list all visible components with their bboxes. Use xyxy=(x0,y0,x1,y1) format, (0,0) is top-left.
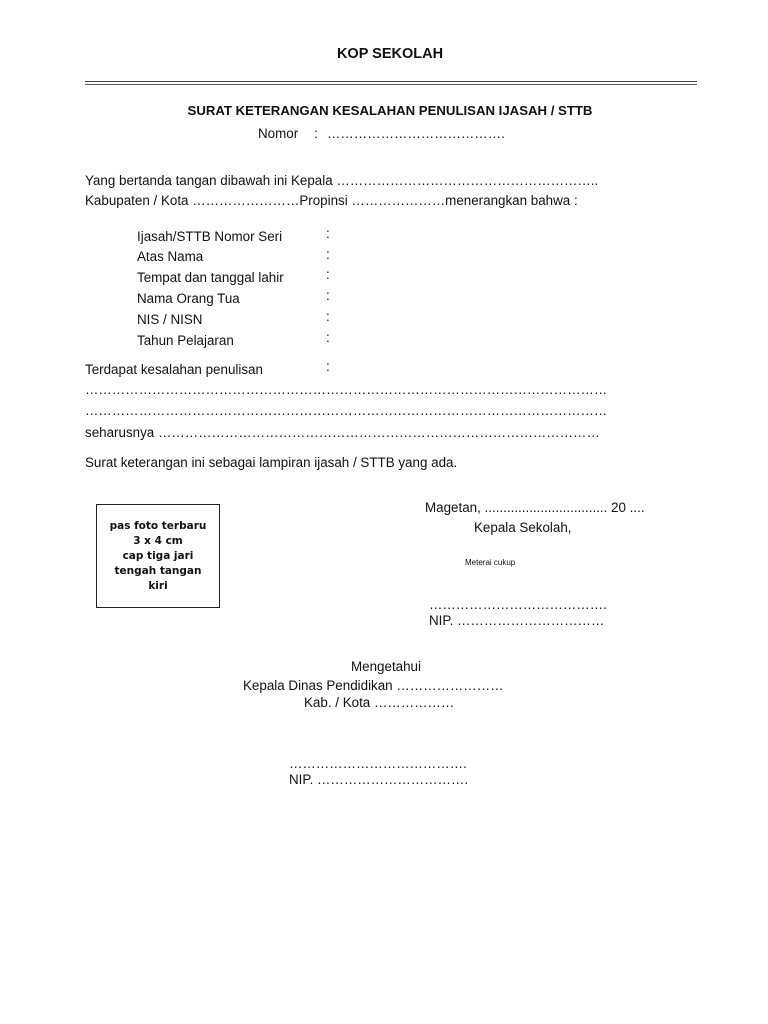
intro-line-2: Kabupaten / Kota ……………………Propinsi …………………menerangkan bahwa : xyxy=(85,193,578,208)
error-dots-line-1: ……………………………………………………………………………………………………… xyxy=(85,382,608,397)
field-label-ttl: Tempat dan tanggal lahir xyxy=(137,270,284,285)
photo-line-5: kiri xyxy=(148,579,168,592)
field-colon-nis-nisn: : xyxy=(326,309,330,324)
field-colon-nama-orang-tua: : xyxy=(326,288,330,303)
nomor-label: Nomor xyxy=(258,126,299,141)
field-colon-ttl: : xyxy=(326,267,330,282)
photo-line-3: cap tiga jari xyxy=(122,549,194,562)
photo-line-1: pas foto terbaru xyxy=(109,519,207,532)
meterai-note: Meterai cukup xyxy=(465,558,516,567)
field-colon-nomor-seri: : xyxy=(326,226,330,241)
letterhead-title: KOP SEKOLAH xyxy=(336,46,444,62)
header-divider-thick xyxy=(85,84,697,85)
field-label-atas-nama: Atas Nama xyxy=(137,249,204,264)
nomor-colon: : xyxy=(314,126,318,141)
closing-statement: Surat keterangan ini sebagai lampiran ijasah / STTB yang ada. xyxy=(85,455,458,470)
photo-line-2: 3 x 4 cm xyxy=(133,534,183,547)
field-label-nomor-seri: Ijasah/STTB Nomor Seri xyxy=(137,229,283,244)
error-colon: : xyxy=(326,359,330,374)
school-head-name-dots: …………………………………. xyxy=(429,597,607,612)
intro-line-1: Yang bertanda tangan dibawah ini Kepala ………………………………………………….. xyxy=(85,173,599,188)
photo-instructions xyxy=(110,519,207,594)
field-colon-tahun-pelajaran: : xyxy=(326,330,330,345)
dinas-head-title: Kepala Dinas Pendidikan …………………… xyxy=(243,678,504,693)
field-label-nis-nisn: NIS / NISN xyxy=(137,312,203,327)
photo-placeholder-box xyxy=(96,504,220,608)
dinas-head-name-dots: …………………………………. xyxy=(289,756,467,771)
document-title: SURAT KETERANGAN KESALAHAN PENULISAN IJASAH / STTB xyxy=(187,103,593,118)
error-label: Terdapat kesalahan penulisan xyxy=(85,362,263,377)
nomor-value: …………………………………. xyxy=(327,126,505,141)
dinas-kab-kota: Kab. / Kota ……………… xyxy=(304,695,455,710)
photo-line-4: tengah tangan xyxy=(114,564,202,577)
header-divider-thin xyxy=(85,81,697,82)
dinas-head-nip: NIP. ……………………………. xyxy=(289,772,469,787)
school-head-nip: NIP. …………………………… xyxy=(429,613,605,628)
place-date: Magetan, ................................. 20 .... xyxy=(425,500,645,515)
error-dots-line-2: ……………………………………………………………………………………………………… xyxy=(85,403,608,418)
seharusnya-line: seharusnya ……………………………………………………………………………………… xyxy=(85,425,600,440)
field-label-tahun-pelajaran: Tahun Pelajaran xyxy=(137,333,234,348)
school-head-title: Kepala Sekolah, xyxy=(474,520,572,535)
field-label-nama-orang-tua: Nama Orang Tua xyxy=(137,291,240,306)
mengetahui-label: Mengetahui xyxy=(351,659,421,674)
field-colon-atas-nama: : xyxy=(326,247,330,262)
